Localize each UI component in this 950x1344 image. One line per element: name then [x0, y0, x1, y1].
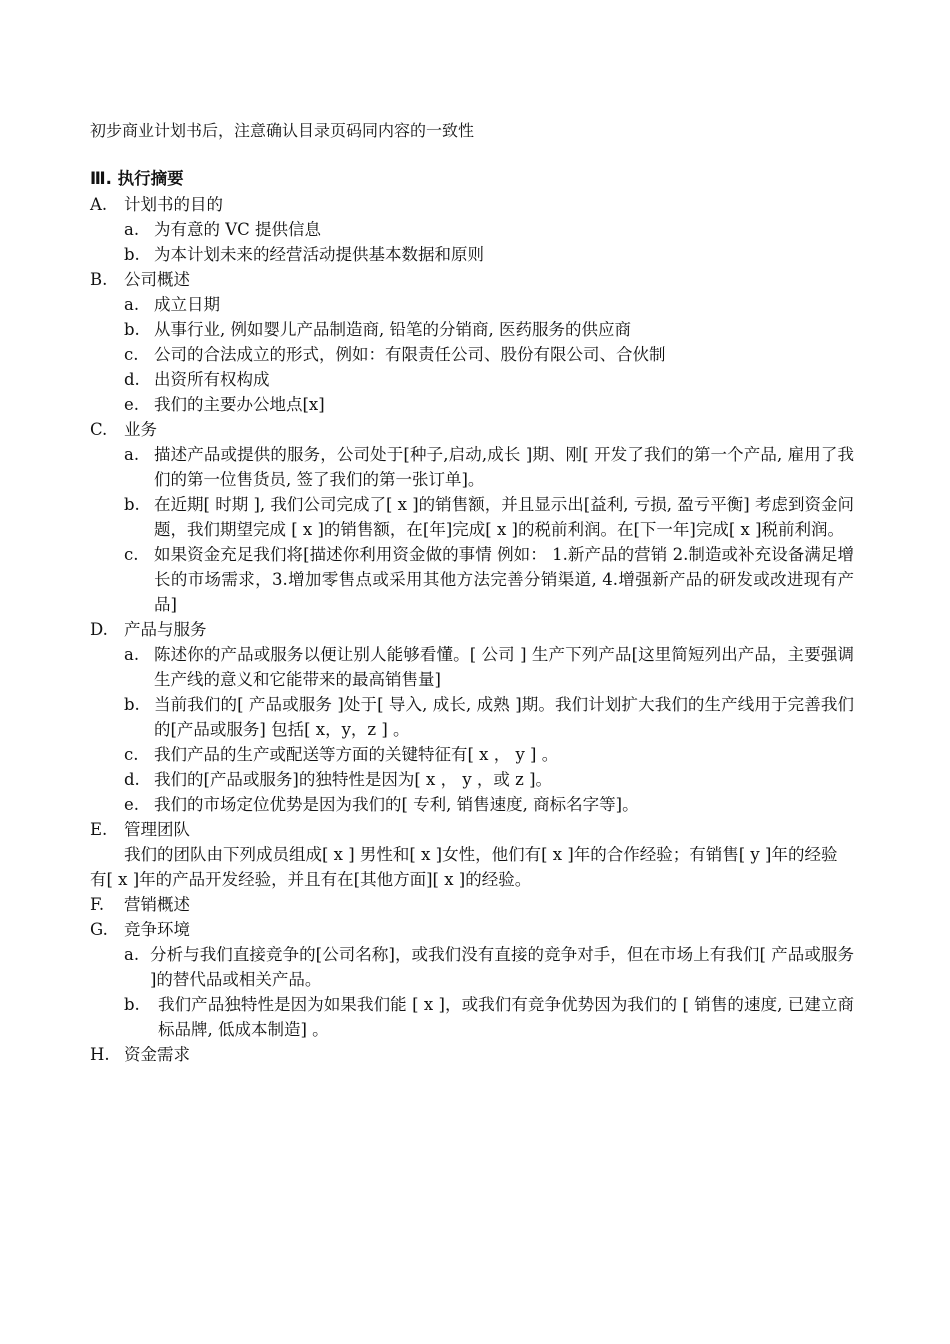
- item-label: a.: [124, 445, 140, 464]
- section-c: [90, 417, 854, 442]
- item-text: 公司的合法成立的形式，例如：有限责任公司、股份有限公司、合伙制: [154, 345, 666, 364]
- list-item: [90, 317, 854, 342]
- item-text: 为本计划未来的经营活动提供基本数据和原则: [154, 245, 484, 264]
- section-h-title: 资金需求: [124, 1045, 190, 1064]
- item-label: b.: [124, 320, 140, 339]
- section-h: [90, 1042, 854, 1067]
- item-label: e.: [124, 795, 140, 814]
- list-item: [90, 292, 854, 317]
- list-item: [90, 442, 854, 492]
- item-label: b.: [124, 695, 140, 714]
- item-label: b.: [124, 995, 140, 1014]
- item-text: 为有意的 VC 提供信息: [154, 220, 322, 239]
- section-b: [90, 267, 854, 292]
- section-f-title: 营销概述: [124, 895, 190, 914]
- list-item: [90, 542, 854, 617]
- section-a-title: 计划书的目的: [124, 195, 223, 214]
- item-label: b.: [124, 245, 140, 264]
- item-label: a.: [124, 945, 140, 964]
- section-e-label: E.: [90, 820, 108, 839]
- item-text: 成立日期: [154, 295, 220, 314]
- section-h-label: H.: [90, 1045, 110, 1064]
- item-text: 当前我们的[ 产品或服务 ]处于[ 导入, 成长, 成熟 ]期。我们计划扩大我们的生产线用于完善我们的[产品或服务] 包括[ x，y，z ] 。: [154, 695, 854, 739]
- section-c-title: 业务: [124, 420, 157, 439]
- item-text: 我们的市场定位优势是因为我们的[ 专利, 销售速度, 商标名字等]。: [154, 795, 639, 814]
- list-item: [90, 492, 854, 542]
- list-item: [90, 792, 854, 817]
- section-e: [90, 817, 854, 842]
- section-e-title: 管理团队: [124, 820, 190, 839]
- note-line: 初步商业计划书后，注意确认目录页码同内容的一致性: [90, 121, 475, 140]
- item-text: 分析与我们直接竞争的[公司名称]，或我们没有直接的竞争对手，但在市场上有我们[ 产品或服务 ]的替代品或相关产品。: [150, 945, 854, 989]
- item-label: e.: [124, 395, 140, 414]
- list-item: [90, 217, 854, 242]
- section-c-label: C.: [90, 420, 108, 439]
- section-d-label: D.: [90, 620, 108, 639]
- list-item: [90, 367, 854, 392]
- item-text: 从事行业, 例如婴儿产品制造商, 铅笔的分销商, 医药服务的供应商: [154, 320, 631, 339]
- list-item: [90, 992, 854, 1042]
- document-page: [90, 118, 854, 1067]
- list-item: [90, 942, 854, 992]
- list-item: [90, 642, 854, 692]
- list-item: [90, 742, 854, 767]
- item-label: d.: [124, 770, 140, 789]
- item-text: 描述产品或提供的服务，公司处于[种子,启动,成长 ]期、刚[ 开发了我们的第一个产品, 雇用了我们的第一位售货员, 签了我们的第一张订单]。: [154, 445, 854, 489]
- item-text: 我们产品独特性是因为如果我们能 [ x ]，或我们有竞争优势因为我们的 [ 销售的速度, 已建立商标品牌, 低成本制造] 。: [158, 995, 854, 1039]
- section-d: [90, 617, 854, 642]
- section-b-title: 公司概述: [124, 270, 190, 289]
- item-label: c.: [124, 745, 139, 764]
- section-a: [90, 192, 854, 217]
- item-text: 陈述你的产品或服务以便让别人能够看懂。[ 公司 ] 生产下列产品[这里简短列出产品，主要强调生产线的意义和它能带来的最高销售量]: [154, 645, 854, 689]
- item-text: 我们的[产品或服务]的独特性是因为[ x ， y ，或 z ]。: [154, 770, 553, 789]
- section-a-label: A.: [90, 195, 108, 214]
- team-paragraph-continued: 有[ x ]年的产品开发经验，并且有在[其他方面][ x ]的经验。: [90, 870, 532, 889]
- section-g-title: 竞争环境: [124, 920, 190, 939]
- item-label: a.: [124, 220, 140, 239]
- item-label: c.: [124, 345, 139, 364]
- list-item: [90, 767, 854, 792]
- section-g: [90, 917, 854, 942]
- list-item: [90, 242, 854, 267]
- list-item: [90, 342, 854, 367]
- section-f-label: F.: [90, 895, 105, 914]
- item-label: d.: [124, 370, 140, 389]
- item-text: 在近期[ 时期 ], 我们公司完成了[ x ]的销售额，并且显示出[益利, 亏损, 盈亏平衡] 考虑到资金问题，我们期望完成 [ x ]的销售额，在[年]完成[ x ]的税前利润。在[下一年]完成[ x ]税前利润。: [154, 495, 854, 539]
- item-text: 出资所有权构成: [154, 370, 270, 389]
- item-text: 如果资金充足我们将[描述你利用资金做的事情 例如： 1.新产品的营销 2.制造或补充设备满足增长的市场需求，3.增加零售点或采用其他方法完善分销渠道, 4.增强新产品的研发或改进现有产品]: [154, 545, 854, 614]
- section-title: Ⅲ. 执行摘要: [90, 169, 184, 188]
- item-label: a.: [124, 295, 140, 314]
- item-text: 我们的主要办公地点[x]: [154, 395, 325, 414]
- section-f: [90, 892, 854, 917]
- team-paragraph: 我们的团队由下列成员组成[ x ] 男性和[ x ]女性，他们有[ x ]年的合作经验；有销售[ y ]年的经验: [124, 845, 838, 864]
- item-label: c.: [124, 545, 139, 564]
- list-item: [90, 692, 854, 742]
- item-label: b.: [124, 495, 140, 514]
- section-d-title: 产品与服务: [124, 620, 207, 639]
- list-item: [90, 392, 854, 417]
- item-label: a.: [124, 645, 140, 664]
- section-g-label: G.: [90, 920, 108, 939]
- item-text: 我们产品的生产或配送等方面的关键特征有[ x ， y ] 。: [154, 745, 559, 764]
- section-b-label: B.: [90, 270, 108, 289]
